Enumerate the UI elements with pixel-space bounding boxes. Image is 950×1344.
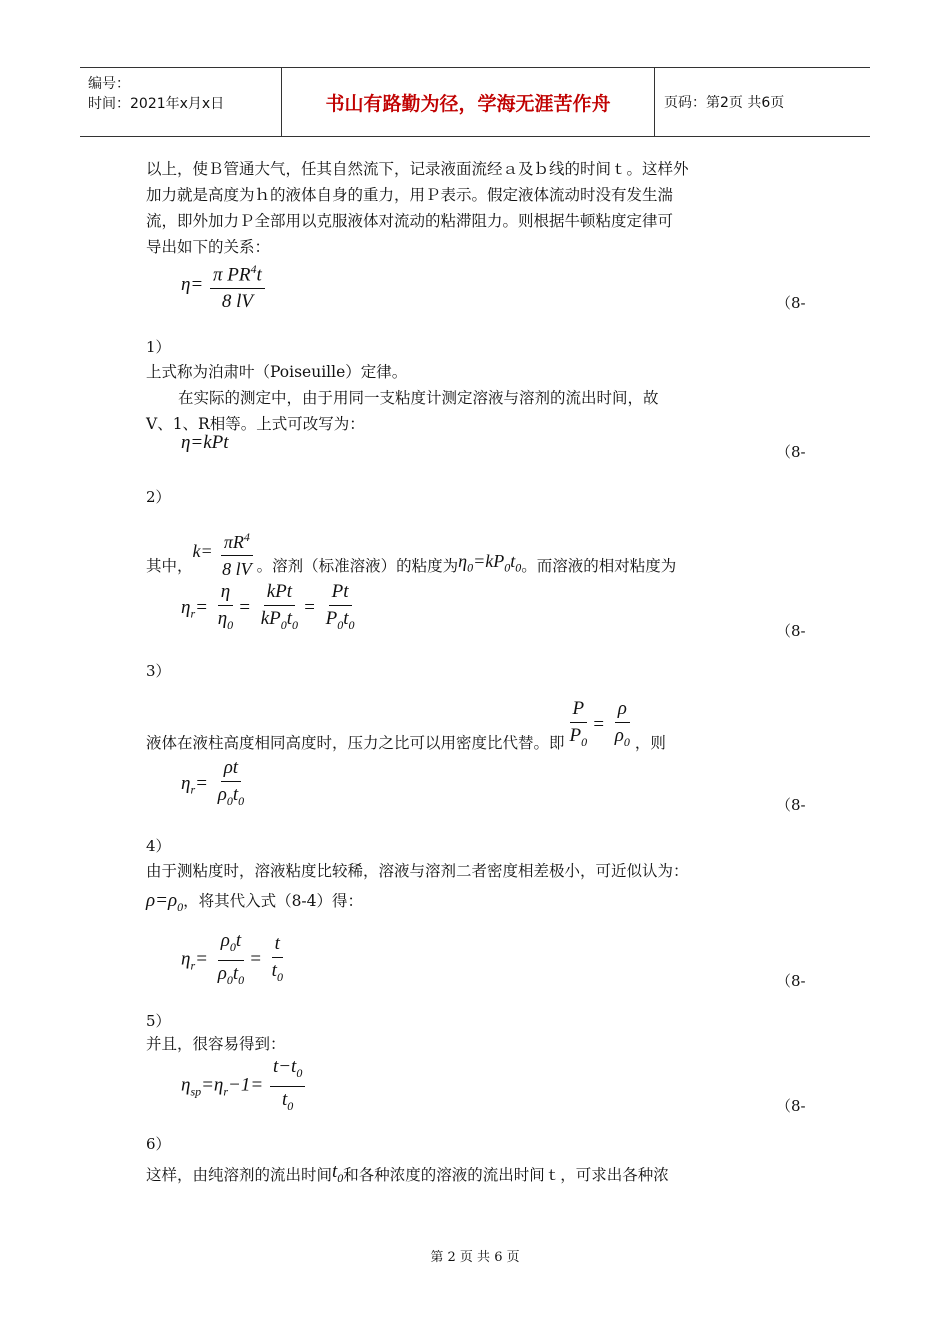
equation-8-6: $\eta_{sp}=\eta_r-1=$ $\frac{t-t_0}{t_0}$ <box>181 1056 307 1117</box>
equation-number: 5） <box>146 1012 171 1030</box>
text-line: 导出如下的关系： <box>146 238 271 256</box>
equation-number: （8- <box>776 443 806 461</box>
code-label: 编号： <box>88 76 130 92</box>
equation-number: 2） <box>146 488 171 506</box>
date-line: 时间：2021年x月x日 <box>88 96 225 112</box>
equation-number: 1） <box>146 338 171 356</box>
header-meta <box>88 74 278 114</box>
text-line: 流，即外加力Ｐ全部用以克服液体对流动的粘滞阻力。则根据牛顿粘度定律可 <box>146 212 674 230</box>
page-footer: 第 2 页 共 6 页 <box>430 1250 520 1265</box>
equation-8-3: $\eta_r=$ $\frac{\eta}{\eta_0}$ = kPt $kP_0t_0$ = $\frac{Pt}{P_0t_0}$ <box>181 581 355 632</box>
header-motto: 书山有路勤为径，学海无涯苦作舟 <box>325 92 611 115</box>
equation-number: （8- <box>776 1097 806 1115</box>
text-line: 以上，使Ｂ管通大气，任其自然流下，记录液面流经ａ及ｂ线的时间ｔ。这样外 <box>146 160 689 178</box>
equation-number: 6） <box>146 1135 171 1153</box>
page-header <box>80 67 870 137</box>
equation-number: 3） <box>146 662 171 680</box>
header-page-info: 页码：第2页 共6页 <box>664 95 785 111</box>
equation-8-5: $\eta_r=$ $\frac{\rho_0t}{\rho_0t_0}$ = $\frac{t}{t_0}$ <box>181 930 283 987</box>
equation-number: （8- <box>776 796 806 814</box>
equation-8-1: η= $\frac{\pi PR^4t}{8 lV}$ <box>181 258 267 313</box>
text-line: 并且，很容易得到： <box>146 1035 286 1053</box>
text-line: 由于测粘度时，溶液粘度比较稀，溶液与溶剂二者密度相差极小，可近似认为： <box>146 862 689 880</box>
equation-number: （8- <box>776 972 806 990</box>
equation-number: 4） <box>146 837 171 855</box>
text-line: 在实际的测定中，由于用同一支粘度计测定溶液与溶剂的流出时间，故 <box>178 389 659 407</box>
text-line: V、1、R相等。上式可改写为： <box>146 415 365 433</box>
text-line: 加力就是高度为ｈ的液体自身的重力，用Ｐ表示。假定液体流动时没有发生湍 <box>146 186 674 204</box>
text-line: 液体在液柱高度相同高度时，压力之比可以用密度比代替。即 $\frac{P}{P_0}$ = $\frac{\rho}{\rho_0}$ ，则 <box>146 698 666 752</box>
equation-number: （8- <box>776 294 806 312</box>
text-line: 其中，k= $\frac{\pi R^4}{8 lV}$ 。溶剂（标准溶液）的粘度为$\eta_0=kP_0t_0$。而溶液的相对粘度为 <box>146 540 818 594</box>
equation-8-4: $\eta_r=$ $\frac{\rho t}{\rho_0t_0}$ <box>181 757 245 808</box>
text-line: 这样，由纯溶剂的流出时间$t_0$和各种浓度的溶液的流出时间ｔ，可求出各种浓 <box>146 1161 669 1185</box>
text-line: $\rho=\rho_0$，将其代入式（8-4）得： <box>146 890 364 914</box>
text-line: 上式称为泊肃叶（Poiseuille）定律。 <box>146 363 408 381</box>
equation-8-2: η=kPt <box>181 432 229 453</box>
equation-number: （8- <box>776 622 806 640</box>
